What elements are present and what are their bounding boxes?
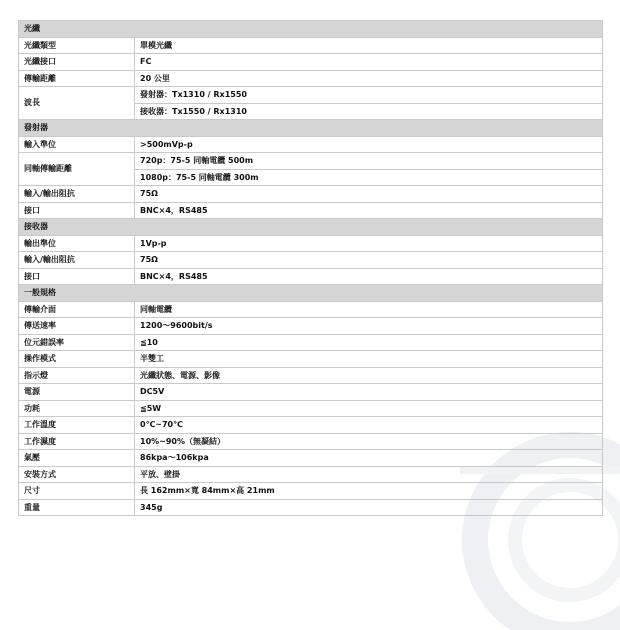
spec-value: FC: [135, 54, 603, 71]
spec-row: [19, 384, 603, 401]
spec-row: [19, 268, 603, 285]
spec-row: [19, 153, 603, 170]
spec-value: 345g: [135, 499, 603, 516]
spec-label: 電源: [19, 384, 135, 401]
spec-row: [19, 87, 603, 104]
section-title: 接收器: [19, 219, 603, 236]
spec-table: [18, 20, 603, 516]
section-header: [19, 285, 603, 302]
spec-value: 接收器：Tx1550 / Rx1310: [135, 103, 603, 120]
spec-label: 輸入/輸出阻抗: [19, 186, 135, 203]
spec-row: [19, 252, 603, 269]
spec-value: 單模光纖: [135, 37, 603, 54]
spec-value: 75Ω: [135, 186, 603, 203]
spec-label: 波長: [19, 87, 135, 120]
spec-value: BNC×4，RS485: [135, 202, 603, 219]
spec-label: 光纖類型: [19, 37, 135, 54]
spec-label: 操作模式: [19, 351, 135, 368]
spec-row: [19, 367, 603, 384]
spec-row: [19, 499, 603, 516]
section-title: 發射器: [19, 120, 603, 137]
spec-label: 輸入準位: [19, 136, 135, 153]
spec-row: [19, 136, 603, 153]
section-header: [19, 219, 603, 236]
spec-row: [19, 202, 603, 219]
spec-row: [19, 301, 603, 318]
spec-row: [19, 186, 603, 203]
spec-value: 半雙工: [135, 351, 603, 368]
spec-row: [19, 417, 603, 434]
spec-label: 氣壓: [19, 450, 135, 467]
spec-label: 光纖接口: [19, 54, 135, 71]
spec-row: [19, 433, 603, 450]
spec-label: 同軸傳輸距離: [19, 153, 135, 186]
spec-value: 720p：75-5 同軸電纜 500m: [135, 153, 603, 170]
spec-label: 安裝方式: [19, 466, 135, 483]
spec-label: 指示燈: [19, 367, 135, 384]
spec-label: 傳輸距離: [19, 70, 135, 87]
spec-label: 重量: [19, 499, 135, 516]
spec-row: [19, 483, 603, 500]
spec-value: 75Ω: [135, 252, 603, 269]
spec-row: [19, 351, 603, 368]
spec-label: 工作濕度: [19, 433, 135, 450]
spec-row: [19, 400, 603, 417]
spec-label: 接口: [19, 202, 135, 219]
spec-label: 接口: [19, 268, 135, 285]
spec-label: 輸出準位: [19, 235, 135, 252]
spec-value: 0℃~70℃: [135, 417, 603, 434]
spec-label: 尺寸: [19, 483, 135, 500]
spec-label: 功耗: [19, 400, 135, 417]
spec-value: 1080p：75-5 同軸電纜 300m: [135, 169, 603, 186]
spec-value: 20 公里: [135, 70, 603, 87]
spec-value: 長 162mm×寬 84mm×高 21mm: [135, 483, 603, 500]
spec-row: [19, 235, 603, 252]
spec-row: [19, 54, 603, 71]
spec-row: [19, 334, 603, 351]
spec-value: BNC×4，RS485: [135, 268, 603, 285]
spec-row: [19, 466, 603, 483]
spec-value: ≦10: [135, 334, 603, 351]
spec-row: [19, 70, 603, 87]
section-title: 一般規格: [19, 285, 603, 302]
spec-value: 光纖狀態、電源、影像: [135, 367, 603, 384]
spec-value: 發射器：Tx1310 / Rx1550: [135, 87, 603, 104]
spec-value: 86kpa～106kpa: [135, 450, 603, 467]
spec-value: 平放、壁掛: [135, 466, 603, 483]
spec-label: 傳輸介面: [19, 301, 135, 318]
spec-label: 傳送速率: [19, 318, 135, 335]
spec-value: 10%~90%（無凝結）: [135, 433, 603, 450]
spec-value: >500mVp-p: [135, 136, 603, 153]
section-title: 光纖: [19, 21, 603, 38]
spec-value: 1Vp-p: [135, 235, 603, 252]
spec-label: 工作溫度: [19, 417, 135, 434]
spec-row: [19, 450, 603, 467]
spec-row: [19, 318, 603, 335]
spec-value: 1200～9600bit/s: [135, 318, 603, 335]
spec-label: 位元錯誤率: [19, 334, 135, 351]
spec-value: 同軸電纜: [135, 301, 603, 318]
spec-row: [19, 37, 603, 54]
spec-label: 輸入/輸出阻抗: [19, 252, 135, 269]
section-header: [19, 120, 603, 137]
section-header: [19, 21, 603, 38]
spec-value: DC5V: [135, 384, 603, 401]
spec-value: ≦5W: [135, 400, 603, 417]
